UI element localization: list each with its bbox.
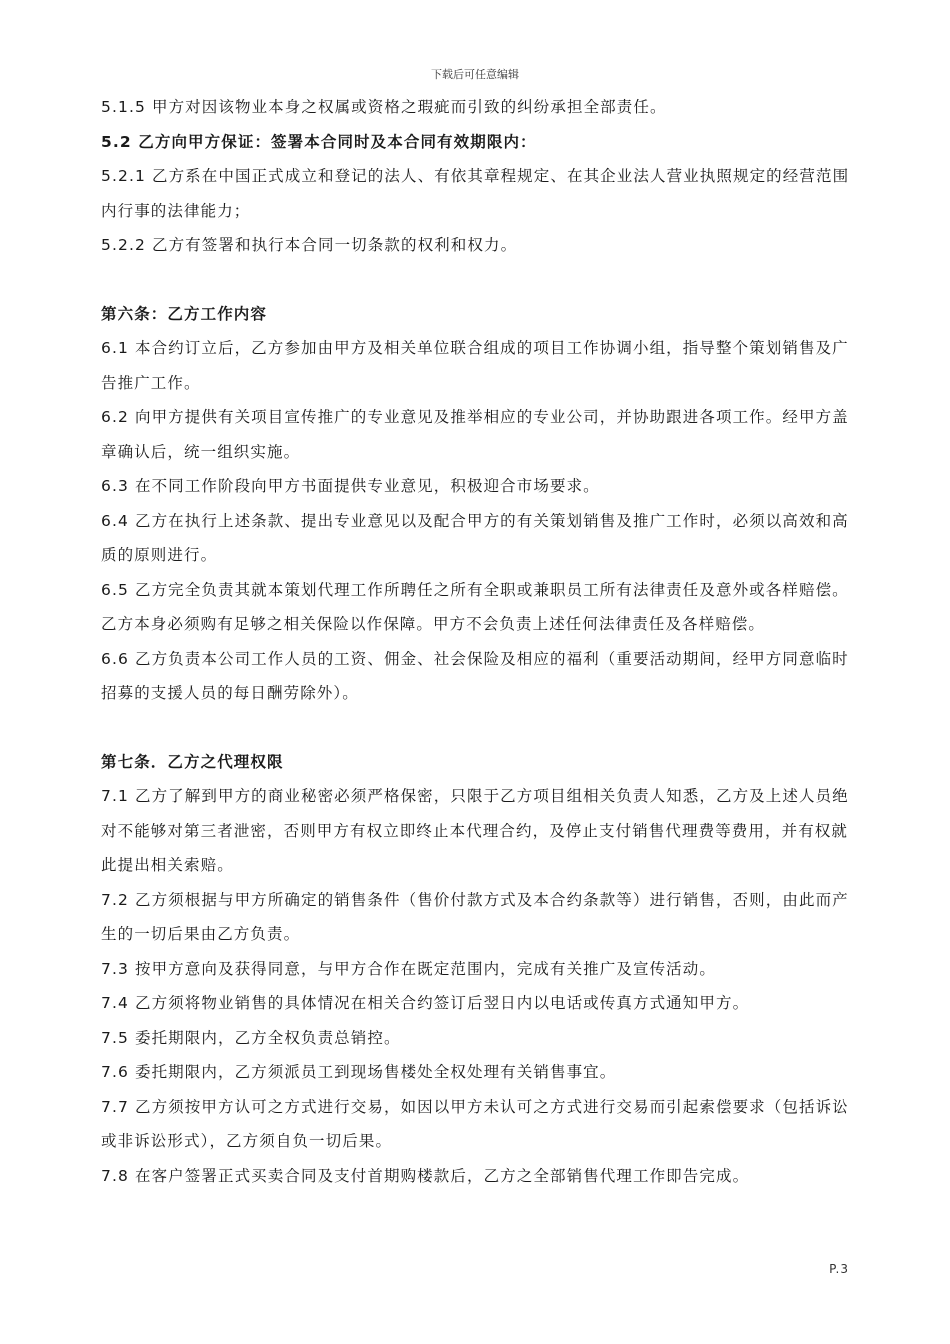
clause-6-6: 6.6 乙方负责本公司工作人员的工资、佣金、社会保险及相应的福利（重要活动期间，经甲方同意临时招募的支援人员的每日酬劳除外）。 <box>101 649 849 702</box>
page-number: P.3 <box>829 1262 849 1276</box>
article-6-title: 第六条：乙方工作内容 <box>101 304 268 323</box>
clause-6-2: 6.2 向甲方提供有关项目宣传推广的专业意见及推举相应的专业公司，并协助跟进各项工作。经甲方盖章确认后，统一组织实施。 <box>101 408 849 461</box>
clause-7-8: 7.8 在客户签署正式买卖合同及支付首期购楼款后，乙方之全部销售代理工作即告完成。 <box>101 1166 750 1185</box>
clause-6-5: 6.5 乙方完全负责其就本策划代理工作所聘任之所有全职或兼职员工所有法律责任及意外或各样赔偿。乙方本身必须购有足够之相关保险以作保障。甲方不会负责上述任何法律责任及各样赔偿。 <box>101 580 849 633</box>
section-spacer <box>101 263 853 297</box>
clause-6-3: 6.3 在不同工作阶段向甲方书面提供专业意见，积极迎合市场要求。 <box>101 477 600 495</box>
clause-7-7: 7.7 乙方须按甲方认可之方式进行交易，如因以甲方未认可之方式进行交易而引起索偿要求（包括诉讼或非诉讼形式），乙方须自负一切后果。 <box>101 1097 849 1150</box>
clause-5-2-1: 5.2.1 乙方系在中国正式成立和登记的法人、有依其章程规定、在其企业法人营业执照规定的经营范围内行事的法律能力； <box>101 167 850 220</box>
clause-5-2-heading: 5.2 乙方向甲方保证：签署本合同时及本合同有效期限内： <box>101 132 537 151</box>
clause-5-2-2: 5.2.2 乙方有签署和执行本合同一切条款的权利和权力。 <box>101 236 518 254</box>
clause-7-4: 7.4 乙方须将物业销售的具体情况在相关合约签订后翌日内以电话或传真方式通知甲方。 <box>101 994 750 1012</box>
article-7-title: 第七条．乙方之代理权限 <box>101 752 284 771</box>
clause-7-5: 7.5 委托期限内，乙方全权负责总销控。 <box>101 1028 401 1047</box>
clause-7-2: 7.2 乙方须根据与甲方所确定的销售条件（售价付款方式及本合约条款等）进行销售，否则，由此而产生的一切后果由乙方负责。 <box>101 890 849 943</box>
clause-7-3: 7.3 按甲方意向及获得同意，与甲方合作在既定范围内，完成有关推广及宣传活动。 <box>101 959 716 978</box>
clause-7-1: 7.1 乙方了解到甲方的商业秘密必须严格保密，只限于乙方项目组相关负责人知悉，乙方及上述人员绝对不能够对第三者泄密，否则甲方有权立即终止本代理合约，及停止支付销售代理费等费用，并有权就此提出相关索赔。 <box>101 787 849 874</box>
clause-5-1-5: 5.1.5 甲方对因该物业本身之权属或资格之瑕疵而引致的纠纷承担全部责任。 <box>101 98 667 116</box>
clause-6-1: 6.1 本合约订立后，乙方参加由甲方及相关单位联合组成的项目工作协调小组，指导整个策划销售及广告推广工作。 <box>101 339 849 392</box>
document-body <box>101 90 853 1193</box>
section-spacer <box>101 711 853 745</box>
clause-6-4: 6.4 乙方在执行上述条款、提出专业意见以及配合甲方的有关策划销售及推广工作时，必须以高效和高质的原则进行。 <box>101 511 849 564</box>
header-watermark: 下载后可任意编辑 <box>431 68 519 81</box>
clause-7-6: 7.6 委托期限内，乙方须派员工到现场售楼处全权处理有关销售事宜。 <box>101 1063 617 1081</box>
